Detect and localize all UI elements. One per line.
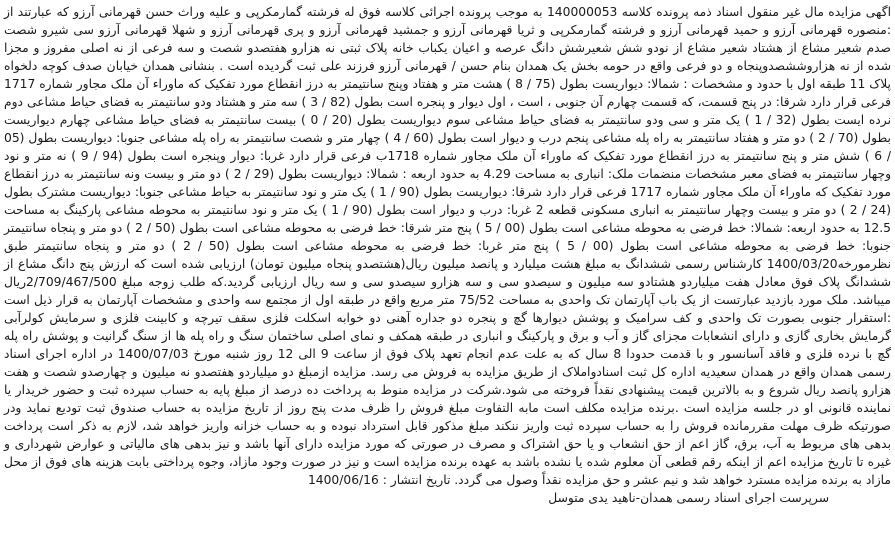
notice-signature: سرپرست اجرای اسناد رسمی همدان-ناهید یدی متوسل	[548, 491, 829, 505]
notice-body-text: اگهی مزایده مال غیر منقول اسناد ذمه پرونده کلاسه 140000053 به موجب پرونده اجرائی کلاسه فوق له فرشته گمارمکرپی و علیه وراث حسن قهرمانی آرزو که عبارتند از :منصوره قهرمانی آرزو و حمید قهرمانی آرزو و فرشته گمارمکرپی و ثریا قهرمانی آرزو و جمشید قهرمانی آرزو و پری قهرمانی آرزو و شهلا قهرمانی آرزو سی شیرو شصت صدم شعیر مشاع از هشتاد شعیر مشاع از نودو شش شعیرشش دانگ عرصه و اعیان یکباب خانه پلاک ثبتی نه هزارو هفتصدو شصت و سه فرعی از نه اصلی مفروز و مجزا شده از نه هزاروششصدوپنجاه و دو فرعی واقع در حومه بخش یک همدان بنام حسن / قهرمانی آرزو فرزند علی ثبت گردیده است . بنشانی همدان خیابان صدف کوچه دلخواه پلاک 11 طبقه اول با حدود و مشخصات : شمالا: دیواریست بطول (75 / 8 ) هشت متر و هفتاد وپنج سانتیمتر به درز انقطاع مورد تفکیک که ماوراء آن ملک مجاور شماره 1717 فرعی قرار دارد شرقا: در پنج قسمت، که قسمت چهارم آن جنوبی ، است ، اول دیوار و پنجره است بطول (82 / 3 ) سه متر و هشتاد ودو سانتیمتر به فضای حیاط مشاعی دوم نرده ایست بطول (32 / 1 ) یک متر و سی ودو سانتیمتر به فضای حیاط مشاعی سوم دیواریست بطول (20 / 0 ) بیست سانتیمتر به فضای حیاط مشاعی چهارم دیواریست بطول (70 / 2 ) دو متر و هفتاد سانتیمتر به راه پله مشاعی پنجم درب و دیوار است بطول (60 / 4 ) چهار متر و شصت سانتیمتر به راه پله مشاعی جنوبا: دیواریست بطول (05 / 6 ) شش متر و پنج سانتیمتر به درز انقطاع مورد تفکیک که ماوراء آن ملک مجاور شماره 1718ب فرعی قرار دارد غربا: دیوار وپنجره است بطول (94 / 9 ) نه متر و نود وچهار سانتیمتر به فضای معبر مشخصات منضمات ملک: انباری به مساحت 4.29 به حدود اربعه : شمالا: دیواریست بطول (29 / 2 ) دو متر و بیست ونه سانتیمتر به درز انقطاع مورد تفکیک که ماوراء آن ملک مجاور شماره 1717 فرعی قرار دارد شرقا: دیواریست بطول (90 / 1 ) یک متر و نود سانتیمتر به حیاط مشاعی جنوبا: دیواریست مشترک بطول (24 / 2 ) دو متر و بیست وچهار سانتیمتر به انباری مسکونی قطعه 2 غربا: درب و دیوار است بطول (90 / 1 ) یک متر و نود سانتیمتر به محوطه مشاعی پارکینگ به مساحت 12.5 به حدود اربعه: شمالا: خط فرضی به محوطه مشاعی است بطول (00 / 5 ) پنج متر شرقا: خط فرضی به محوطه مشاعی است بطول (50 / 2 ) دو متر و پنجاه سانتیمتر جنوبا: خط فرضی به محوطه مشاعی است بطول (00 / 5 ) پنج متر غربا: خط فرضی به محوطه مشاعی است بطول (50 / 2 ) دو متر و پنجاه سانتیمتر طبق نظرمورخه1400/03/20 کارشناس رسمی ششدانگ به مبلغ هشت میلیارد و پانصد میلیون ریال(هشتصدو پنجاه میلیون تومان) ارزیابی شده است که ارزش پنج دانگ مشاع از ششدانگ پلاک فوق معادل هفت میلیاردو هشتادو سه میلیون و سیصدو سی و سه هزارو سیصدو سی و سه ریال ارزیابی گردید.که طلب زوجه مبلغ 2/709/467/500ریال میباشد. ملک مورد بازدید عبارتست از یک باب آپارتمان تک واحدی به مساحت 75/52 متر مربع واقع در طبقه اول از مجتمع سه واحدی و مشخصات آپارتمان به قرار ذیل است :استقرار جنوبی بصورت تک واحدی و کف سرامیک و پوشش دیوارها گچ و پنجره دو جداره آهنی دو خوابه اسکلت فلزی سقف تیرچه و کابینت فلزی و سرمایش کولرآبی گرمایش بخاری گازی و دارای انشعابات مجزای گاز و آب و برق و پارکینگ و انباری در طبقه همکف و نمای اصلی ساختمان سنگ و راه پله ها از سنگ گرانیت و پوشش راه پله گچ با نرده فلزی و فاقد آسانسور و با قدمت حدودا 8 سال که به علت عدم انجام تعهد پلاک فوق از ساعت 9 الی 12 روز شنبه مورخ 1400/07/03 در اداره اجرای اسناد رسمی همدان واقع در همدان سعیدیه اداره کل ثبت اسنادواملاک از طریق مزایده به فروش می رسد. مزایده ازمبلغ دو میلیاردو هفتصدو نه میلیون و چهارصدو شصت و هفت هزارو پانصد ریال شروع و به بالاترین قیمت پیشنهادی نقداً فروخته می شود.شرکت در مزایده منوط به پرداخت ده درصد از مبلغ پایه به حساب سپرده ثبت و حضور خریدار یا نماینده قانونی او در جلسه مزایده است .برنده مزایده مکلف است مابه التفاوت مبلغ فروش را ظرف مدت پنج روز از تاریخ مزایده به حساب صندوق ثبت تودیع نماید ودر صورتیکه ظرف مهلت مقررمانده فروش را به حساب سپرده ثبت واریز ننکند مبلغ مذکور قابل استرداد نبوده و به حساب خزانه واریز خواهد شد، لازم به ذکر است پرداخت بدهی های مربوط به آب، برق، گاز اعم از حق انشعاب و یا حق اشتراک و مصرف در صورتی که مورد مزایده دارای آنها باشد و نیز بدهی های مالیاتی و عوارض شهرداری و غیره تا تاریخ مزایده اعم از اینکه رقم قطعی آن معلوم شده یا نشده باشد به عهده برنده مزایده است و نیز در صورت وجود مازاد، وجوه پرداختی بابت هزینه های فوق از محل مازاد به برنده مزایده مسترد خواهد شد و نیم عشر و حق مزایده نقداً وصول می گردد. تاریخ انتشار : 1400/06/16	[4, 5, 892, 487]
